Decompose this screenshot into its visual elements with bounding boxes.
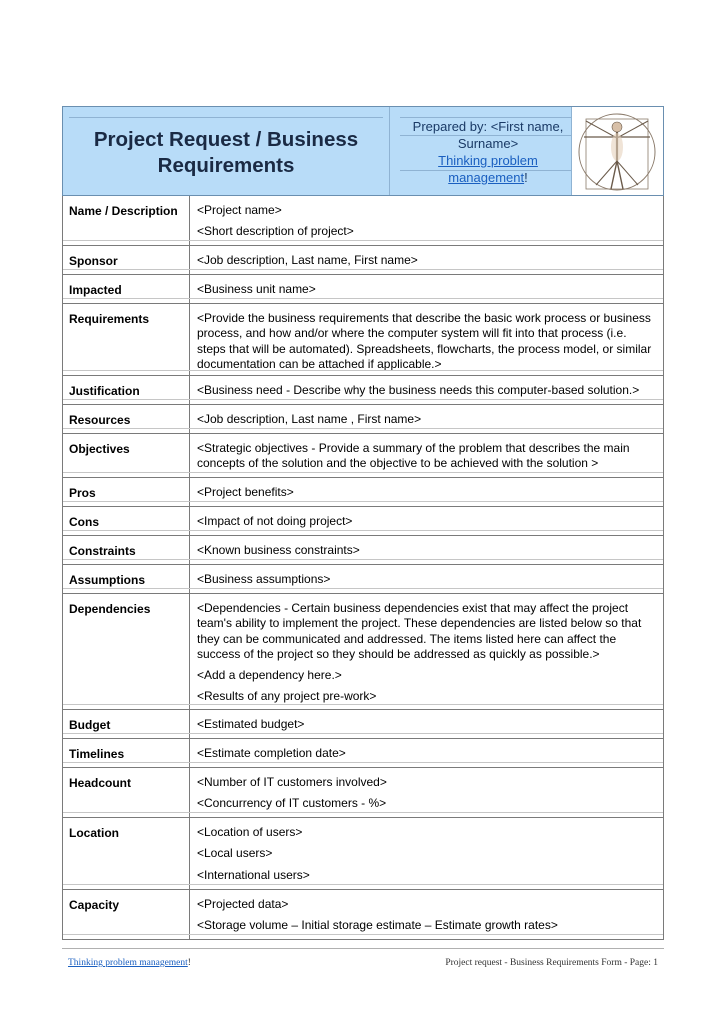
requirements-table — [62, 196, 664, 940]
row-separator — [63, 298, 663, 303]
row-content-line: <Job description, Last name, First name> — [197, 253, 418, 267]
row-separator — [63, 530, 663, 535]
row-content-line: <Business need - Describe why the business needs this computer-based solution.> — [197, 383, 640, 397]
page-footer — [68, 958, 658, 968]
title-line-2: Requirements — [157, 154, 295, 177]
row-separator — [63, 704, 663, 709]
table-row — [63, 565, 663, 594]
table-row — [63, 710, 663, 739]
row-separator — [63, 733, 663, 738]
row-label: Justification — [63, 376, 190, 404]
row-label: Location — [63, 818, 190, 889]
table-row — [63, 196, 663, 246]
row-label: Objectives — [63, 434, 190, 477]
row-content-line: <Dependencies - Certain business dependencies exist that may affect the project team's ability to implement the project. These dependencies are listed below so that they can be communicated and addressed. The items listed here can affect the success of the project so they should be addressed as quickly as possible.> — [197, 601, 642, 661]
row-separator — [63, 934, 663, 939]
row-content — [190, 304, 663, 375]
vitruvian-man-icon — [572, 107, 662, 195]
row-separator — [63, 370, 663, 375]
row-content-line: <Add a dependency here.> — [197, 668, 342, 683]
row-label: Constraints — [63, 536, 190, 564]
row-content — [190, 768, 663, 817]
row-label: Headcount — [63, 768, 190, 817]
row-content-line: <Business assumptions> — [197, 572, 331, 586]
row-label: Assumptions — [63, 565, 190, 593]
row-content-line: <Impact of not doing project> — [197, 514, 353, 528]
row-separator — [63, 812, 663, 817]
row-label: Sponsor — [63, 246, 190, 274]
table-row — [63, 405, 663, 434]
row-content — [190, 890, 663, 939]
row-content-line: <Strategic objectives - Provide a summary of the problem that describes the main concepts of the solution and the objective to be achieved with the solution > — [197, 441, 630, 471]
row-content-line: <Business unit name> — [197, 282, 316, 296]
table-row — [63, 536, 663, 565]
row-content-line: <Provide the business requirements that describe the basic work process or business process, and how and/or where the computer system will fit into that process (i.e. steps that will be automated). Spreadsheets, flowcharts, the process model, or similar documentation can be attached if applicable.> — [197, 311, 652, 371]
row-content-line: <Local users> — [197, 846, 273, 861]
row-content-line: <Results of any project pre-work> — [197, 689, 377, 704]
row-content-line: <Estimate completion date> — [197, 746, 346, 760]
row-label: Impacted — [63, 275, 190, 303]
row-label: Cons — [63, 507, 190, 535]
table-row — [63, 890, 663, 940]
row-separator — [63, 399, 663, 404]
row-separator — [63, 501, 663, 506]
link-suffix: ! — [524, 170, 528, 185]
row-label: Budget — [63, 710, 190, 738]
row-separator — [63, 559, 663, 564]
row-separator — [63, 472, 663, 477]
row-content-line: <Short description of project> — [197, 224, 354, 239]
row-content-line: <Location of users> — [197, 825, 303, 839]
table-row — [63, 818, 663, 890]
prepared-by-label: Prepared by: <First name, Surname> — [412, 119, 564, 151]
table-row — [63, 594, 663, 710]
row-content — [190, 434, 663, 477]
footer-page-info: Project request - Business Requirements Form - Page: 1 — [445, 958, 658, 968]
document-header — [62, 106, 664, 196]
row-content — [190, 196, 663, 245]
row-separator — [63, 240, 663, 245]
title-area — [63, 107, 389, 195]
thinking-problem-management-link[interactable]: Thinking problem management — [438, 153, 538, 185]
page-title — [94, 123, 358, 179]
row-separator — [63, 588, 663, 593]
row-content-line: <Known business constraints> — [197, 543, 360, 557]
footer-link-suffix: ! — [187, 958, 191, 968]
row-separator — [63, 269, 663, 274]
row-separator — [63, 762, 663, 767]
table-row — [63, 246, 663, 275]
row-separator — [63, 884, 663, 889]
row-label: Name / Description — [63, 196, 190, 245]
row-label: Requirements — [63, 304, 190, 375]
table-row — [63, 768, 663, 818]
row-content-line: <Project benefits> — [197, 485, 294, 499]
row-content-line: <Number of IT customers involved> — [197, 775, 387, 789]
row-content-line: <Projected data> — [197, 897, 289, 911]
row-content-line: <Project name> — [197, 203, 282, 217]
title-line-1: Project Request / Business — [93, 128, 359, 151]
table-row — [63, 434, 663, 478]
table-row — [63, 739, 663, 768]
prepared-by-text — [404, 118, 572, 186]
row-content — [190, 594, 663, 709]
row-content-line: <Estimated budget> — [197, 717, 305, 731]
row-content — [190, 818, 663, 889]
row-content-line: <Concurrency of IT customers - %> — [197, 796, 387, 811]
row-separator — [63, 428, 663, 433]
table-row — [63, 304, 663, 376]
vitruvian-man-image — [571, 107, 663, 195]
footer-link[interactable]: Thinking problem management — [68, 958, 188, 968]
table-row — [63, 507, 663, 536]
row-label: Dependencies — [63, 594, 190, 709]
row-label: Timelines — [63, 739, 190, 767]
row-content-line: <Job description, Last name , First name> — [197, 412, 422, 426]
row-label: Pros — [63, 478, 190, 506]
footer-rule — [62, 948, 664, 949]
header-rule — [69, 117, 383, 118]
table-row — [63, 478, 663, 507]
table-row — [63, 275, 663, 304]
row-label: Resources — [63, 405, 190, 433]
row-content-line: <International users> — [197, 867, 310, 882]
row-content-line: <Storage volume – Initial storage estimate – Estimate growth rates> — [197, 918, 558, 933]
table-row — [63, 376, 663, 405]
row-label: Capacity — [63, 890, 190, 939]
